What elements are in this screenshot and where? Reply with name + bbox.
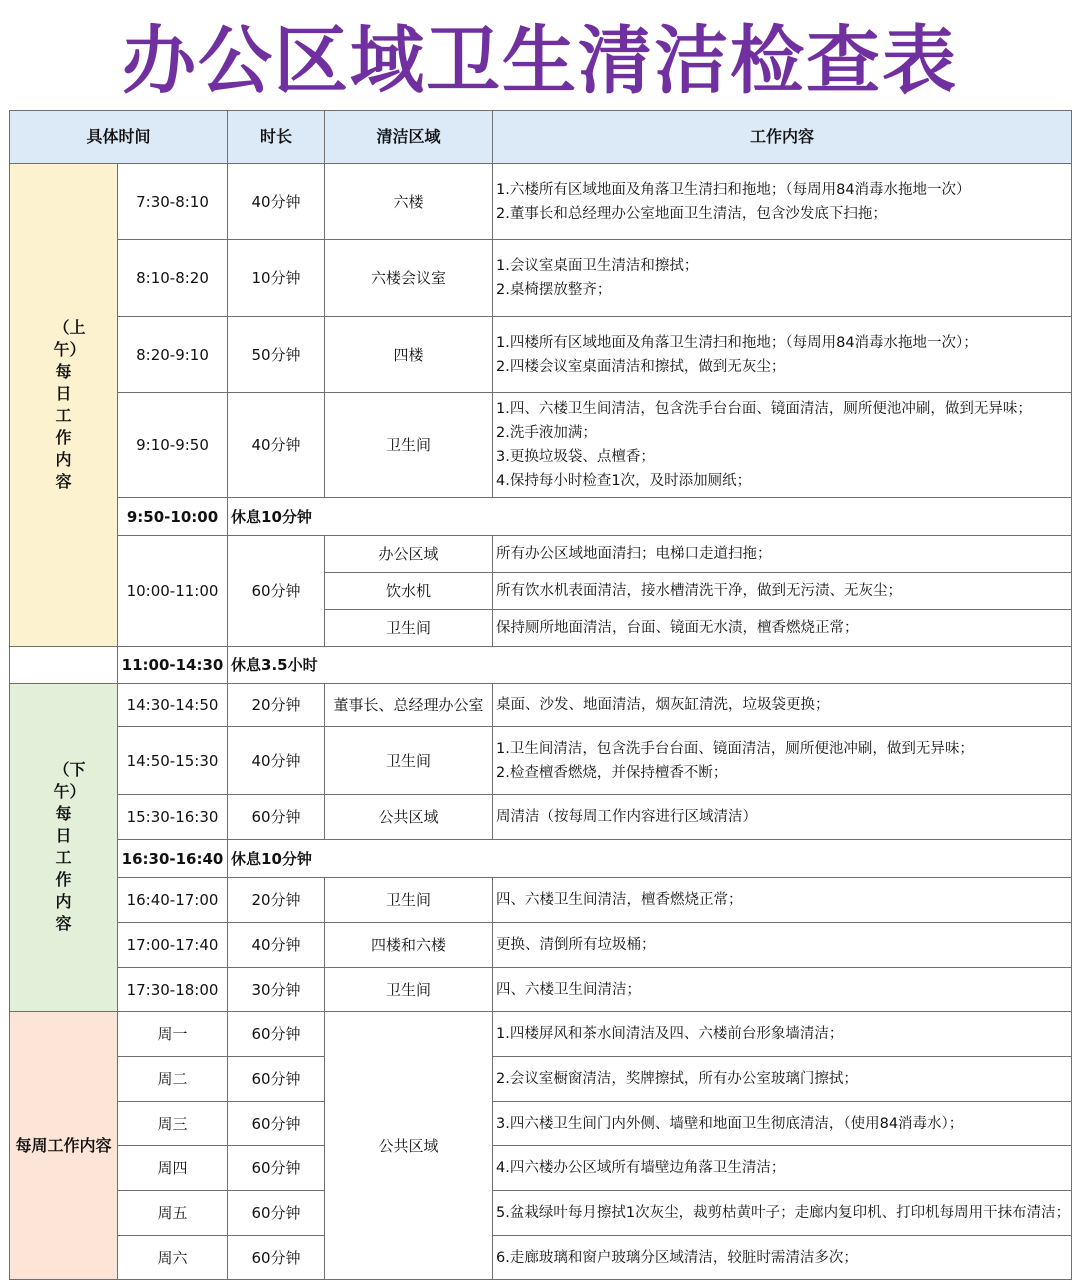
duration-cell: 60分钟 — [228, 1057, 325, 1102]
page-title: 办公区域卫生清洁检查表 — [122, 18, 958, 104]
area-cell: 办公区域 — [325, 536, 493, 573]
table-row — [10, 878, 1072, 923]
duration-cell: 50分钟 — [228, 317, 325, 393]
table-row — [10, 393, 1072, 498]
section-afternoon: （下午）每日工作内容 — [10, 684, 118, 1012]
area-cell: 公共区域 — [325, 1012, 493, 1280]
duration-cell: 40分钟 — [228, 727, 325, 795]
duration-cell: 40分钟 — [228, 393, 325, 498]
rest-label: 休息10分钟 — [228, 498, 1072, 536]
content-cell: 1.六楼所有区域地面及角落卫生清扫和拖地；（每周用84消毒水拖地一次） 2.董事长和总经理办公室地面卫生清洁，包含沙发底下扫拖； — [493, 164, 1072, 240]
day-cell: 周五 — [118, 1191, 228, 1236]
duration-cell: 40分钟 — [228, 923, 325, 968]
content-cell: 保持厕所地面清洁，台面、镜面无水渍，檀香燃烧正常； — [493, 610, 1072, 647]
content-cell: 5.盆栽绿叶每月擦拭1次灰尘，裁剪枯黄叶子；走廊内复印机、打印机每周用干抹布清洁； — [493, 1191, 1072, 1236]
content-cell: 四、六楼卫生间清洁，檀香燃烧正常； — [493, 878, 1072, 923]
content-cell: 3.四六楼卫生间门内外侧、墙壁和地面卫生彻底清洁，（使用84消毒水）； — [493, 1102, 1072, 1146]
time-cell: 15:30-16:30 — [118, 795, 228, 840]
content-cell: 所有办公区域地面清扫；电梯口走道扫拖； — [493, 536, 1072, 573]
area-cell: 董事长、总经理办公室 — [325, 684, 493, 727]
content-cell: 1.卫生间清洁，包含洗手台台面、镜面清洁，厕所便池冲刷，做到无异味； 2.检查檀香燃烧，并保持檀香不断； — [493, 727, 1072, 795]
area-cell: 卫生间 — [325, 610, 493, 647]
content-cell: 1.会议室桌面卫生清洁和擦拭； 2.桌椅摆放整齐； — [493, 240, 1072, 317]
time-cell: 9:10-9:50 — [118, 393, 228, 498]
content-cell: 2.会议室橱窗清洁，奖牌擦拭，所有办公室玻璃门擦拭； — [493, 1057, 1072, 1102]
table-row — [10, 1057, 1072, 1102]
duration-cell: 30分钟 — [228, 968, 325, 1012]
area-cell: 卫生间 — [325, 393, 493, 498]
time-cell: 8:20-9:10 — [118, 317, 228, 393]
duration-cell: 20分钟 — [228, 684, 325, 727]
duration-cell: 10分钟 — [228, 240, 325, 317]
empty-cell — [10, 647, 118, 684]
time-cell: 14:30-14:50 — [118, 684, 228, 727]
area-cell: 卫生间 — [325, 727, 493, 795]
cleaning-checklist-table — [9, 110, 1072, 1280]
header-content: 工作内容 — [493, 111, 1072, 164]
content-cell: 1.四楼所有区域地面及角落卫生清扫和拖地；（每周用84消毒水拖地一次）； 2.四楼会议室桌面清洁和擦拭，做到无灰尘； — [493, 317, 1072, 393]
rest-row — [10, 840, 1072, 878]
table-row — [10, 536, 1072, 573]
table-row — [10, 727, 1072, 795]
table-row — [10, 795, 1072, 840]
table-row — [10, 164, 1072, 240]
content-cell: 6.走廊玻璃和窗户玻璃分区域清洁，较脏时需清洁多次； — [493, 1236, 1072, 1280]
area-cell: 卫生间 — [325, 878, 493, 923]
area-cell: 卫生间 — [325, 968, 493, 1012]
content-cell: 周清洁（按每周工作内容进行区域清洁） — [493, 795, 1072, 840]
area-cell: 六楼 — [325, 164, 493, 240]
content-cell: 所有饮水机表面清洁，接水槽清洗干净，做到无污渍、无灰尘； — [493, 573, 1072, 610]
rest-row — [10, 498, 1072, 536]
header-area: 清洁区域 — [325, 111, 493, 164]
table-row — [10, 1146, 1072, 1191]
table-row — [10, 1236, 1072, 1280]
table-row — [10, 968, 1072, 1012]
time-cell: 10:00-11:00 — [118, 536, 228, 647]
time-cell: 17:00-17:40 — [118, 923, 228, 968]
time-cell: 16:40-17:00 — [118, 878, 228, 923]
time-cell: 17:30-18:00 — [118, 968, 228, 1012]
rest-label: 休息10分钟 — [228, 840, 1072, 878]
area-cell: 饮水机 — [325, 573, 493, 610]
day-cell: 周四 — [118, 1146, 228, 1191]
header-time: 具体时间 — [10, 111, 228, 164]
time-cell: 16:30-16:40 — [118, 840, 228, 878]
time-cell: 9:50-10:00 — [118, 498, 228, 536]
content-cell: 四、六楼卫生间清洁； — [493, 968, 1072, 1012]
area-cell: 六楼会议室 — [325, 240, 493, 317]
time-cell: 11:00-14:30 — [118, 647, 228, 684]
duration-cell: 40分钟 — [228, 164, 325, 240]
table-row — [10, 1012, 1072, 1057]
area-cell: 四楼和六楼 — [325, 923, 493, 968]
time-cell: 7:30-8:10 — [118, 164, 228, 240]
table-row — [10, 317, 1072, 393]
area-cell: 四楼 — [325, 317, 493, 393]
header-duration: 时长 — [228, 111, 325, 164]
table-row — [10, 923, 1072, 968]
content-cell: 1.四楼屏风和茶水间清洁及四、六楼前台形象墙清洁； — [493, 1012, 1072, 1057]
duration-cell: 60分钟 — [228, 1191, 325, 1236]
duration-cell: 60分钟 — [228, 1102, 325, 1146]
section-morning: （上午）每日工作内容 — [10, 164, 118, 647]
rest-label: 休息3.5小时 — [228, 647, 1072, 684]
duration-cell: 60分钟 — [228, 1236, 325, 1280]
day-cell: 周一 — [118, 1012, 228, 1057]
duration-cell: 20分钟 — [228, 878, 325, 923]
duration-cell: 60分钟 — [228, 1146, 325, 1191]
time-cell: 8:10-8:20 — [118, 240, 228, 317]
content-cell: 更换、清倒所有垃圾桶； — [493, 923, 1072, 968]
content-cell: 桌面、沙发、地面清洁，烟灰缸清洗，垃圾袋更换； — [493, 684, 1072, 727]
time-cell: 14:50-15:30 — [118, 727, 228, 795]
day-cell: 周三 — [118, 1102, 228, 1146]
rest-row — [10, 647, 1072, 684]
table-row — [10, 1102, 1072, 1146]
table-row — [10, 1191, 1072, 1236]
content-cell: 1.四、六楼卫生间清洁，包含洗手台台面、镜面清洁，厕所便池冲刷，做到无异味； 2.洗手液加满； 3.更换垃圾袋、点檀香； 4.保持每小时检查1次，及时添加厕纸； — [493, 393, 1072, 498]
duration-cell: 60分钟 — [228, 536, 325, 647]
duration-cell: 60分钟 — [228, 1012, 325, 1057]
section-weekly: 每周工作内容 — [10, 1012, 118, 1280]
content-cell: 4.四六楼办公区域所有墙壁边角落卫生清洁； — [493, 1146, 1072, 1191]
header-row — [10, 111, 1072, 164]
table-row — [10, 240, 1072, 317]
table-row — [10, 684, 1072, 727]
day-cell: 周六 — [118, 1236, 228, 1280]
area-cell: 公共区域 — [325, 795, 493, 840]
day-cell: 周二 — [118, 1057, 228, 1102]
duration-cell: 60分钟 — [228, 795, 325, 840]
